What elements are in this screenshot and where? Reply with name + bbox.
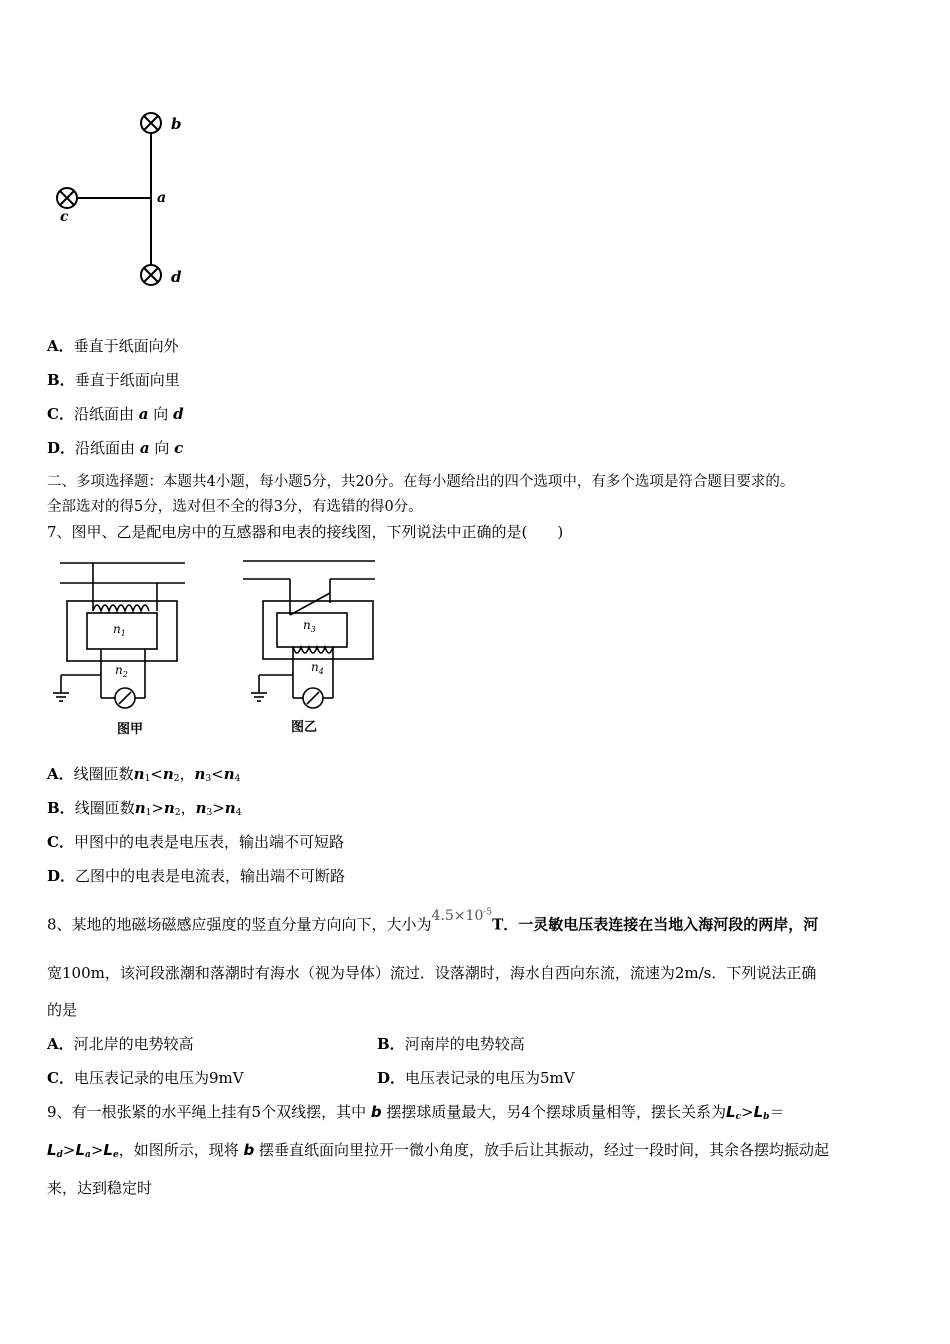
- var: n: [224, 799, 236, 817]
- q8-option-a[interactable]: [47, 1034, 194, 1054]
- fig-left-caption: 图甲: [117, 722, 144, 737]
- fig-right-caption: 图乙: [291, 720, 318, 735]
- option-label: A．: [47, 1035, 74, 1053]
- option-label: A．: [47, 337, 74, 355]
- sep: ，: [179, 765, 195, 783]
- option-label: A．: [47, 765, 74, 783]
- sub: 1: [144, 774, 151, 784]
- option-label: B．: [47, 371, 75, 389]
- q9-stem-line3: 来，达到稳定时: [47, 1179, 153, 1197]
- op: ＝: [769, 1103, 785, 1121]
- sub: e: [112, 1150, 119, 1160]
- q9-stem-line2: [47, 1140, 829, 1165]
- sub: d: [56, 1150, 63, 1160]
- option-text: 垂直于纸面向外: [73, 337, 179, 355]
- sub: 2: [174, 808, 181, 818]
- option-text: 线圈匝数: [73, 765, 134, 783]
- sub: 2: [173, 774, 180, 784]
- svg-text:n2: [115, 663, 128, 679]
- sub: c: [735, 1112, 741, 1122]
- q7-option-b[interactable]: [47, 798, 241, 823]
- op: >: [741, 1103, 754, 1121]
- var-b: b: [243, 1141, 255, 1159]
- var-a: a: [138, 405, 149, 423]
- option-label: C．: [47, 1069, 74, 1087]
- q7-option-c[interactable]: [47, 832, 344, 852]
- option-text: 线圈匝数: [74, 799, 135, 817]
- var-L: L: [75, 1141, 85, 1159]
- op: <: [211, 765, 224, 783]
- q8-value-exp: -5: [483, 907, 493, 917]
- sub: 3: [206, 808, 213, 818]
- svg-text:n1: [113, 622, 126, 638]
- q8-option-d[interactable]: [377, 1068, 575, 1088]
- q6-option-c[interactable]: [47, 404, 184, 424]
- q8-stem-a: 8、某地的地磁场磁感应强度的竖直分量方向向下，大小为: [47, 915, 432, 934]
- svg-text:n4: [311, 660, 324, 676]
- label-d: d: [171, 268, 182, 286]
- n3-label: n: [303, 618, 311, 632]
- option-label: D．: [377, 1069, 406, 1087]
- q6-option-d[interactable]: [47, 438, 183, 458]
- current-into-page-icon-d: [141, 265, 161, 285]
- var-c: c: [174, 439, 184, 457]
- option-label: C．: [47, 833, 74, 851]
- section2-line1: 二、多项选择题：本题共4小题，每小题5分，共20分。在每小题给出的四个选项中，有多个选项是符合题目要求的。: [47, 474, 795, 490]
- current-into-page-icon-b: [141, 113, 161, 133]
- n1-sub: 1: [120, 629, 126, 638]
- n4-label: n: [311, 660, 319, 674]
- option-text: 向: [153, 405, 169, 423]
- option-text: 河北岸的电势较高: [73, 1035, 194, 1053]
- sub: 4: [234, 774, 241, 784]
- transformer-figure: [45, 553, 385, 743]
- option-text: 沿纸面由: [75, 439, 136, 457]
- label-c: c: [60, 209, 69, 225]
- var: n: [195, 799, 207, 817]
- label-b: b: [171, 115, 182, 133]
- q8-stem-b: T．一灵敏电压表连接在当地入海河段的两岸，河: [492, 915, 819, 934]
- q8-stem-line1: [47, 907, 819, 936]
- var: n: [162, 765, 174, 783]
- q8-option-b[interactable]: [377, 1034, 525, 1054]
- option-text: 沿纸面由: [73, 405, 134, 423]
- n4-sub: 4: [318, 667, 324, 676]
- q6-option-b[interactable]: [47, 370, 180, 390]
- option-label: B．: [377, 1035, 405, 1053]
- var-L: L: [725, 1103, 736, 1121]
- var: n: [133, 765, 145, 783]
- op: >: [62, 1141, 76, 1159]
- var: n: [194, 765, 206, 783]
- sub: a: [85, 1150, 91, 1160]
- var: n: [163, 799, 175, 817]
- option-text: 垂直于纸面向里: [74, 371, 180, 389]
- label-a: a: [157, 190, 167, 206]
- q9-stem-line1: [47, 1102, 784, 1127]
- var-L: L: [47, 1141, 57, 1159]
- var-d: d: [173, 405, 184, 423]
- var-L: L: [103, 1141, 113, 1159]
- var-b: b: [370, 1103, 382, 1121]
- q9-text: 摆摆球质量最大，另4个摆球质量相等，摆长关系为: [386, 1103, 726, 1121]
- q9-text: 9、有一根张紧的水平绳上挂有5个双线摆，其中: [47, 1103, 367, 1121]
- var-a: a: [139, 439, 150, 457]
- q8-stem-line3: 的是: [47, 1001, 78, 1019]
- option-label: D．: [47, 439, 76, 457]
- q9-text: ，如图所示，现将: [118, 1141, 239, 1159]
- sub: 3: [205, 774, 212, 784]
- wire-current-figure: [45, 105, 245, 305]
- option-text: 向: [154, 439, 170, 457]
- sep: ，: [180, 799, 196, 817]
- option-text: 甲图中的电表是电压表，输出端不可短路: [73, 833, 344, 851]
- option-text: 河南岸的电势较高: [404, 1035, 525, 1053]
- q8-value: [432, 908, 493, 924]
- option-text: 电压表记录的电压为9mV: [73, 1069, 244, 1087]
- op: <: [150, 765, 163, 783]
- option-label: C．: [47, 405, 74, 423]
- option-text: 电压表记录的电压为5mV: [405, 1069, 575, 1087]
- q8-stem-line2: 宽100m，该河段涨潮和落潮时有海水（视为导体）流过．设落潮时，海水自西向东流，流速为2m/s．下列说法正确: [47, 964, 817, 982]
- n2-label: n: [115, 663, 123, 677]
- op: >: [151, 799, 164, 817]
- n3-sub: 3: [310, 625, 316, 634]
- var: n: [223, 765, 235, 783]
- svg-text:n3: [303, 618, 316, 634]
- option-label: D．: [47, 867, 76, 885]
- q6-option-a[interactable]: [47, 336, 179, 356]
- op: >: [90, 1141, 104, 1159]
- q8-value-base: 4.5×10: [431, 907, 484, 924]
- var: n: [134, 799, 146, 817]
- q7-option-d[interactable]: [47, 866, 345, 886]
- section2-line2: 全部选对的得5分，选对但不全的得3分，有选错的得0分。: [47, 499, 423, 515]
- q9-text: 摆垂直纸面向里拉开一微小角度，放手后让其振动，经过一段时间，其余各摆均振动起: [259, 1141, 830, 1159]
- option-text: 乙图中的电表是电流表，输出端不可断路: [75, 867, 346, 885]
- n2-sub: 2: [122, 670, 128, 679]
- q7-option-a[interactable]: [47, 764, 240, 789]
- q8-option-c[interactable]: [47, 1068, 244, 1088]
- op: >: [212, 799, 225, 817]
- sub: 4: [235, 808, 242, 818]
- option-label: B．: [47, 799, 75, 817]
- var-L: L: [753, 1103, 764, 1121]
- q7-stem: 7、图甲、乙是配电房中的互感器和电表的接线图，下列说法中正确的是( ): [47, 523, 564, 541]
- sub: 1: [145, 808, 152, 818]
- n1-label: n: [113, 622, 121, 636]
- sub: b: [763, 1112, 770, 1122]
- current-into-page-icon-c: [57, 188, 77, 208]
